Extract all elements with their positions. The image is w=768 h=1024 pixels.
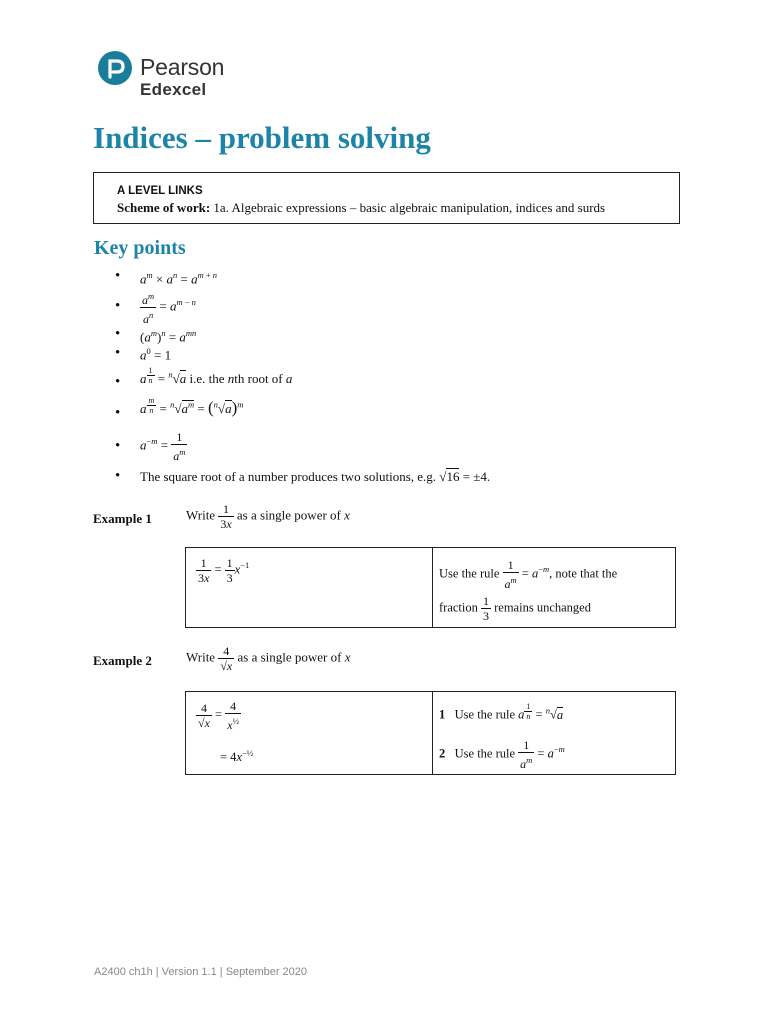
bullet-icon: •	[115, 268, 121, 284]
key-point-product: $a^m \times a^n = a^{m + n}$	[140, 270, 218, 287]
key-point-zero: $a^0 = 1$	[140, 346, 172, 363]
links-heading: A LEVEL LINKS	[117, 185, 203, 197]
example-2-working-1: $\frac{4}{√x}$ = $\frac{4}{x^{\frac{1}{2}}}$	[198, 699, 239, 732]
key-point-root: a $^{\frac{1}{n}}$ = $^n$√a i.e. the nth root of a	[140, 366, 293, 386]
key-point-quotient: $\frac{a^m}{a^n}$ = $a^{m - n}$	[142, 291, 196, 326]
key-point-square-root: The square root of a number produces two solutions, e.g. √16 = ±4.	[140, 469, 491, 484]
example-1-table	[185, 547, 676, 628]
key-point-fractional: a $^{\frac{m}{n}}$ = $^n√a^m = (^n√a)^m$	[140, 396, 244, 417]
links-box	[93, 172, 680, 224]
example-2-step-2: 2 Use the rule $\frac{1}{a^m}$ = $a^{-m}$	[439, 738, 565, 771]
pearson-logo-icon	[98, 51, 132, 85]
bullet-icon: •	[115, 345, 121, 361]
example-1-note: fraction $\frac{1}{3}$ remains unchanged	[439, 594, 591, 623]
brand-sub: Edexcel	[140, 80, 207, 99]
example-1-working: $\frac{1}{3x}$ = $\frac{1}{3}$ $x^{-1}$	[198, 556, 250, 585]
bullet-icon: •	[115, 326, 121, 342]
example-1-label: Example 1	[93, 511, 152, 526]
bullet-icon: •	[115, 468, 121, 484]
page-footer: A2400 ch1h | Version 1.1 | September 2020	[94, 966, 308, 978]
bullet-icon: •	[115, 298, 121, 314]
key-point-power: $(a^m)^n = a^{mn}$	[140, 328, 197, 345]
example-2-label: Example 2	[93, 653, 152, 668]
key-points-heading: Key points	[94, 237, 186, 259]
example-2-table	[185, 691, 676, 775]
bullet-icon: •	[115, 405, 121, 421]
example-1-rule: Use the rule $\frac{1}{a^m}$ = $a^{-m}$, note that the	[439, 558, 618, 591]
example-2-step-1: 1 Use the rule a $^{\frac{1}{n}}$ = $^n$√a	[439, 702, 564, 722]
key-point-negative: $a^{-m}$ = $\frac{1}{a^m}$	[140, 430, 186, 463]
example-2-working-2: = $4x^{-\frac{1}{2}}$	[220, 748, 254, 765]
example-1-question: Write $\frac{1}{3x}$ as a single power of x	[186, 502, 350, 531]
page-title: Indices – problem solving	[93, 120, 431, 155]
bullet-icon: •	[115, 438, 121, 454]
scheme-text: 1a. Algebraic expressions – basic algebraic manipulation, indices and surds	[213, 200, 606, 215]
scheme-of-work	[117, 200, 605, 216]
example-2-question: Write $\frac{4}{√x}$ as a single power of x	[186, 644, 351, 673]
bullet-icon: •	[115, 374, 121, 390]
scheme-label: Scheme of work:	[117, 200, 211, 215]
brand-name: Pearson	[140, 54, 225, 80]
